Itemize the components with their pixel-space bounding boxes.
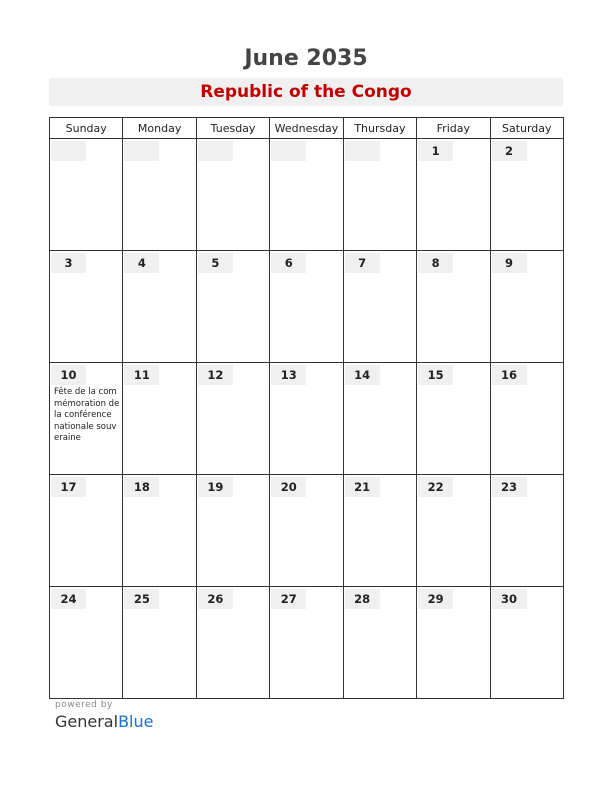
day-cell: [270, 363, 343, 475]
day-cell: [490, 587, 563, 699]
day-number: 16: [492, 365, 527, 385]
empty-day-marker: [271, 141, 306, 161]
day-number: 7: [345, 253, 380, 273]
day-number: 12: [198, 365, 233, 385]
brand-general: General: [55, 712, 119, 731]
day-number: 24: [51, 589, 86, 609]
day-number: 11: [124, 365, 159, 385]
country-banner: Republic of the Congo: [49, 78, 563, 106]
day-cell-empty: [196, 139, 269, 251]
day-number: 21: [345, 477, 380, 497]
day-number: 23: [492, 477, 527, 497]
month-title: June 2035: [244, 46, 368, 71]
day-number: 30: [492, 589, 527, 609]
week-row-4: [50, 475, 564, 587]
day-cell: [343, 251, 416, 363]
week-row-1: [50, 139, 564, 251]
day-cell-empty: [343, 139, 416, 251]
day-cell: [343, 475, 416, 587]
day-cell: [196, 363, 269, 475]
day-cell: [196, 587, 269, 699]
weekday-header-row: [50, 118, 564, 139]
day-cell: [490, 139, 563, 251]
day-cell-empty: [270, 139, 343, 251]
day-number: 1: [418, 141, 453, 161]
day-number: 20: [271, 477, 306, 497]
day-cell: [343, 363, 416, 475]
day-number: 29: [418, 589, 453, 609]
day-number: 6: [271, 253, 306, 273]
brand-blue: Blue: [118, 712, 154, 731]
day-cell: [270, 251, 343, 363]
day-cell: [270, 475, 343, 587]
day-cell: [417, 587, 490, 699]
weekday-saturday: Saturday: [490, 118, 563, 139]
day-number: 4: [124, 253, 159, 273]
day-cell: [490, 363, 563, 475]
day-number: 17: [51, 477, 86, 497]
day-cell-empty: [50, 139, 123, 251]
day-cell: [417, 475, 490, 587]
week-row-2: [50, 251, 564, 363]
day-cell: [417, 363, 490, 475]
day-cell-holiday: [50, 363, 123, 475]
day-cell-empty: [123, 139, 196, 251]
day-number: 5: [198, 253, 233, 273]
empty-day-marker: [124, 141, 159, 161]
day-cell: [50, 587, 123, 699]
week-row-3: [50, 363, 564, 475]
weekday-tuesday: Tuesday: [196, 118, 269, 139]
empty-day-marker: [198, 141, 233, 161]
day-number: 19: [198, 477, 233, 497]
day-cell: [196, 251, 269, 363]
weekday-sunday: Sunday: [50, 118, 123, 139]
day-cell: [123, 251, 196, 363]
powered-by-text: powered by: [55, 700, 113, 710]
calendar-grid: [49, 117, 564, 699]
day-cell: [50, 475, 123, 587]
day-number: 26: [198, 589, 233, 609]
empty-day-marker: [345, 141, 380, 161]
day-number: 25: [124, 589, 159, 609]
day-cell: [196, 475, 269, 587]
day-number: 22: [418, 477, 453, 497]
day-cell: [123, 587, 196, 699]
day-cell: [50, 251, 123, 363]
day-number: 27: [271, 589, 306, 609]
day-cell: [343, 587, 416, 699]
day-number: 9: [492, 253, 527, 273]
week-row-5: [50, 587, 564, 699]
weekday-monday: Monday: [123, 118, 196, 139]
day-cell: [417, 251, 490, 363]
day-number: 13: [271, 365, 306, 385]
weekday-thursday: Thursday: [343, 118, 416, 139]
weekday-wednesday: Wednesday: [270, 118, 343, 139]
brand-logo[interactable]: [55, 712, 153, 731]
day-cell: [123, 475, 196, 587]
day-number: 18: [124, 477, 159, 497]
holiday-label: Fête de la commémoration de la conférence nationale souveraine: [54, 387, 120, 443]
day-number: 14: [345, 365, 380, 385]
day-number: 8: [418, 253, 453, 273]
empty-day-marker: [51, 141, 86, 161]
day-cell: [417, 139, 490, 251]
day-number: 15: [418, 365, 453, 385]
day-cell: [270, 587, 343, 699]
footer-branding: [55, 700, 153, 731]
day-cell: [123, 363, 196, 475]
weekday-friday: Friday: [417, 118, 490, 139]
day-number: 3: [51, 253, 86, 273]
day-number: 28: [345, 589, 380, 609]
day-number: 2: [492, 141, 527, 161]
day-cell: [490, 475, 563, 587]
day-number: 10: [51, 365, 86, 385]
day-cell: [490, 251, 563, 363]
